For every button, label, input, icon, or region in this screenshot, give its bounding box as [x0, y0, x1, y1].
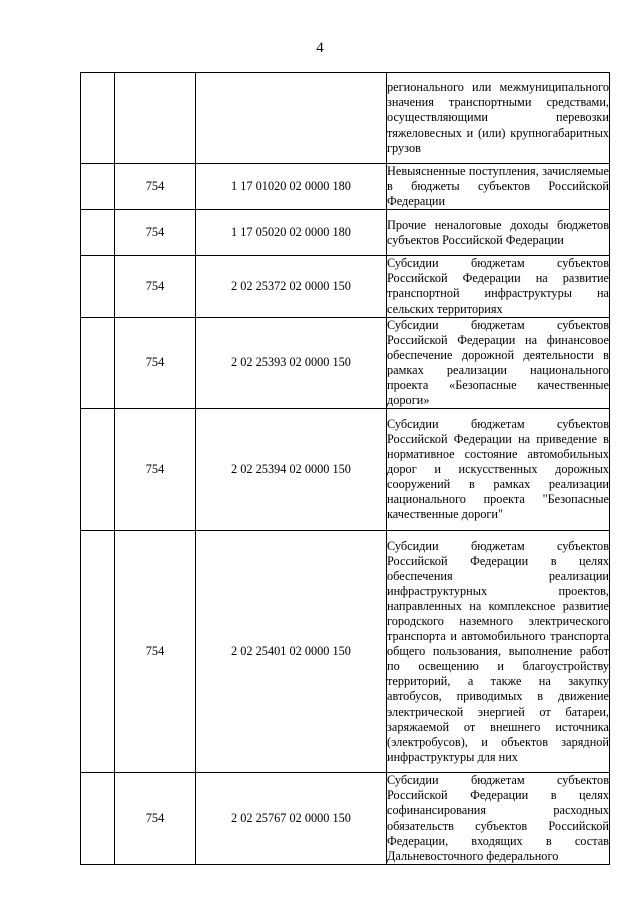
description-cell: Субсидии бюджетам субъектов Российской Федерации на развитие транспортной инфраструктуры на сельских территориях [387, 256, 609, 316]
blank-cell [81, 210, 115, 256]
description-cell: Субсидии бюджетам субъектов Российской Федерации на приведение в нормативное состояние автомобильных дорог и искусственных дорожных сооружений в рамках реализации национального проекта "Безопасные качественные дороги" [387, 409, 610, 531]
table-row [81, 317, 610, 409]
admin-code-cell: 754 [115, 256, 196, 317]
admin-code-cell [115, 73, 196, 164]
blank-cell [81, 164, 115, 210]
table-row [81, 531, 610, 773]
admin-code-cell: 754 [115, 164, 196, 210]
kbk-code-cell: 1 17 01020 02 0000 180 [196, 164, 387, 210]
admin-code-cell: 754 [115, 773, 196, 865]
kbk-code-cell: 2 02 25372 02 0000 150 [196, 256, 387, 317]
blank-cell [81, 317, 115, 409]
description-cell: Прочие неналоговые доходы бюджетов субъектов Российской Федерации [387, 210, 610, 256]
kbk-code-cell: 1 17 05020 02 0000 180 [196, 210, 387, 256]
blank-cell [81, 256, 115, 317]
kbk-code-cell: 2 02 25401 02 0000 150 [196, 531, 387, 773]
description-cell: Субсидии бюджетам субъектов Российской Федерации на финансовое обеспечение дорожной деятельности в рамках реализации национального проекта «Безопасные качественные дороги» [387, 317, 609, 408]
description-cell: Субсидии бюджетам субъектов Российской Федерации в целях софинансирования расходных обязательств субъектов Российской Федерации, входящих в состав Дальневосточного федерального [387, 773, 609, 863]
admin-code-cell: 754 [115, 409, 196, 531]
table-row [81, 773, 610, 865]
table-row [81, 409, 610, 531]
admin-code-cell: 754 [115, 531, 196, 773]
description-cell: регионального или межмуниципального значения транспортными средствами, осуществляющими перевозки тяжеловесных и (или) крупногабаритных грузов [387, 73, 610, 164]
page-number: 4 [316, 40, 324, 56]
kbk-code-cell: 2 02 25393 02 0000 150 [196, 317, 387, 409]
description-cell: Субсидии бюджетам субъектов Российской Федерации в целях обеспечения реализации инфраструктурных проектов, направленных на комплексное развитие городского наземного электрического транспорта и автомобильного транспорта общего пользования, выполнение работ по освещению и благоустройству территорий, а также на закупку автобусов, приводимых в движение электрической энергией от батареи, заряжаемой от внешнего источника (электробусов), и объектов зарядной инфраструктуры для них [387, 531, 610, 773]
table-row [81, 210, 610, 256]
table-row [81, 73, 610, 164]
blank-cell [81, 531, 115, 773]
description-cell: Невыясненные поступления, зачисляемые в бюджеты субъектов Российской Федерации [387, 164, 609, 209]
kbk-code-cell: 2 02 25394 02 0000 150 [196, 409, 387, 531]
revenue-codes-table [80, 72, 610, 865]
blank-cell [81, 73, 115, 164]
admin-code-cell: 754 [115, 317, 196, 409]
table-row [81, 256, 610, 317]
kbk-code-cell: 2 02 25767 02 0000 150 [196, 773, 387, 865]
table-row [81, 164, 610, 210]
blank-cell [81, 409, 115, 531]
admin-code-cell: 754 [115, 210, 196, 256]
blank-cell [81, 773, 115, 865]
kbk-code-cell [196, 73, 387, 164]
